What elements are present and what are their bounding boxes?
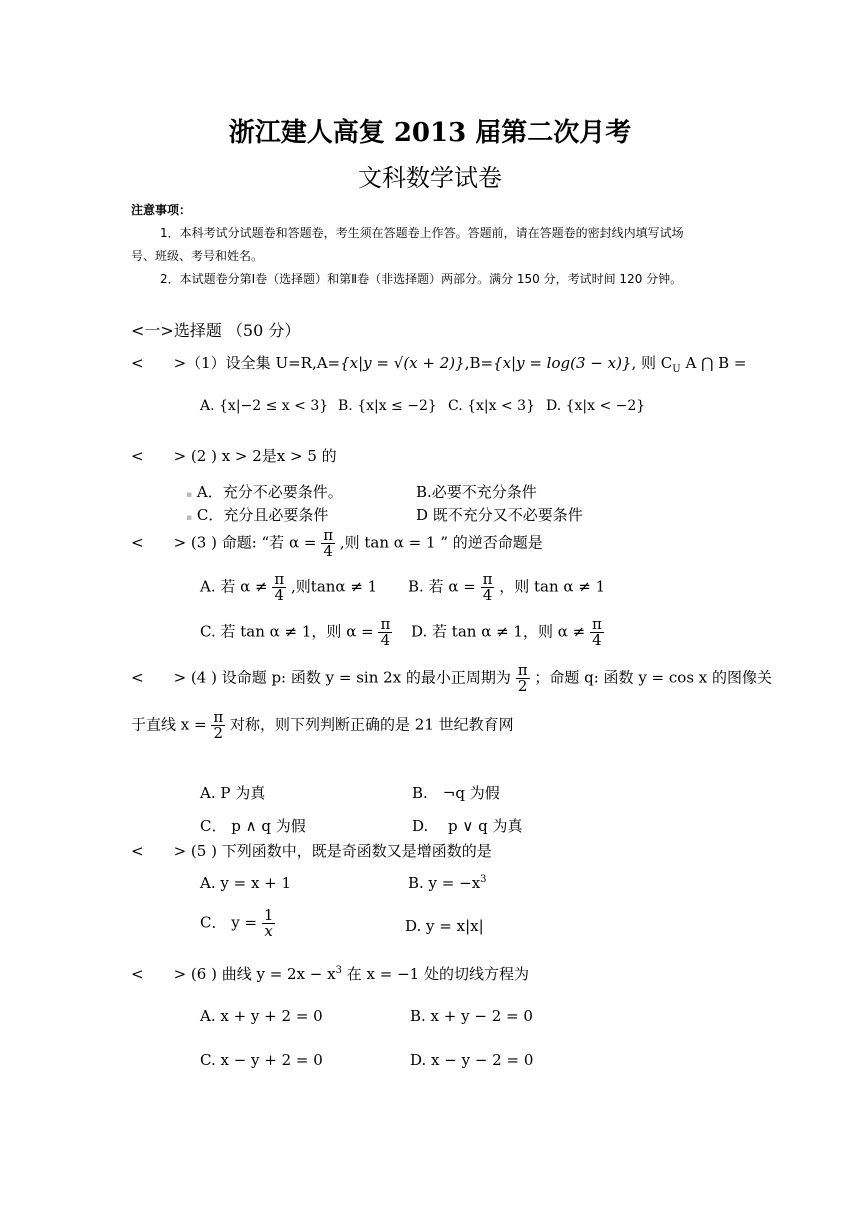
exam-title: 浙江建人高复 2013 届第二次月考 [228,118,632,148]
q1-option-a: A. {x|−2 ≤ x < 3} [200,398,329,414]
q5-option-b: B. $y = -x^3$ [408,874,487,892]
q5-option-a: A. y = x + 1 [200,874,292,892]
question-4-line-2: 于直线 x = $\frac{\pi}{2}$ 对称，则下列判断正确的是 21 世纪教育网 [131,708,514,742]
q1-mid: ,B= [464,354,494,372]
q6-option-a: A. x + y + 2 = 0 [200,1007,323,1025]
bullet-icon: ▪ [186,490,193,500]
q5-option-d: D. y = x|x| [405,917,484,935]
q5-option-c: C． y = $\frac{1}{x}$ [200,906,274,940]
q2-option-a: ▪ A．充分不必要条件。 [186,483,343,501]
question-4-line-1: < > (4 ) 设命题 p: 函数 y = sin 2x 的最小正周期为 $\frac{\pi}{2}$ ；命题 q: 函数 y = cos x 的图像关 [131,661,773,695]
q1-set-b: {x|y = log(3 − x)} [493,354,632,372]
q2-option-d: D 既不充分又不必要条件 [416,506,583,524]
fraction: $\frac{\pi}{2}$ [517,661,528,695]
question-5: < > (5 ) 下列函数中，既是奇函数又是增函数的是 [131,842,492,860]
question-6: < > (6 ) 曲线 $y = 2x - x^3$ 在 x = −1 处的切线方程为 [131,965,529,983]
fraction: $\frac{\pi}{4}$ [380,615,391,649]
notice-item-2: 2．本试题卷分第Ⅰ卷（选择题）和第Ⅱ卷（非选择题）两部分。满分 150 分，考试时间 120 分钟。 [160,272,683,286]
q1-prefix: < >（1）设全集 U=R,A= [131,354,341,372]
notice-item-1-line-2: 号、班级、考号和姓名。 [131,249,264,263]
section-heading: <一>选择题 （50 分） [131,321,301,340]
q3-option-b: B. 若 α = $\frac{\pi}{4}$ ，则 tan α ≠ 1 [408,570,606,604]
question-2: < > (2 ) x > 2是x > 5 的 [131,447,337,465]
q2-option-c: ▪ C．充分且必要条件 [186,506,329,524]
q4-option-b: B. ¬q 为假 [412,784,500,802]
q6-option-b: B. x + y − 2 = 0 [410,1007,533,1025]
fraction: $\frac{\pi}{2}$ [213,708,224,742]
q1-option-b: B. {x|x ≤ −2} [338,398,437,414]
q4-option-a: A. P 为真 [200,784,266,802]
fraction: $\frac{\pi}{4}$ [323,526,334,560]
q3-option-d: D. 若 tan α ≠ 1，则 α ≠ $\frac{\pi}{4}$ [411,615,602,649]
q3-option-c: C. 若 tan α ≠ 1，则 α = $\frac{\pi}{4}$ [200,615,391,649]
q3-option-a: A. 若 α ≠ $\frac{\pi}{4}$ ,则tanα ≠ 1 [200,570,378,604]
q4-option-c: C． p ∧ q 为假 [200,817,306,835]
q1-option-d: D. {x|x < −2} [546,398,646,414]
q1-option-c: C. {x|x < 3} [448,398,535,414]
question-3: < > (3 ) 命题: “若 α = $\frac{\pi}{4}$ ,则 tan α = 1 ” 的逆否命题是 [131,526,543,560]
fraction: $\frac{\pi}{4}$ [482,570,493,604]
fraction: $\frac{\pi}{4}$ [274,570,285,604]
q1-set-a: {x|y = √(x + 2)} [340,354,465,372]
question-1 [131,352,747,375]
q1-tail: A ⋂ B = [680,354,747,372]
q1-suffix: , 则 C [631,354,673,372]
fraction: $\frac{\pi}{4}$ [592,615,602,649]
notice-heading: 注意事项： [131,203,192,217]
q6-option-d: D. x − y − 2 = 0 [410,1051,534,1069]
exam-subtitle: 文科数学试卷 [358,164,502,192]
q4-option-d: D. p ∨ q 为真 [412,817,523,835]
bullet-icon: ▪ [186,513,193,523]
q6-option-c: C. x − y + 2 = 0 [200,1051,323,1069]
q2-option-b: B.必要不充分条件 [416,483,537,501]
q1-subscript: U [672,364,681,375]
fraction: $\frac{1}{x}$ [263,906,274,940]
notice-item-1-line-1: 1．本科考试分试题卷和答题卷，考生须在答题卷上作答。答题前，请在答题卷的密封线内填写试场 [160,226,684,240]
